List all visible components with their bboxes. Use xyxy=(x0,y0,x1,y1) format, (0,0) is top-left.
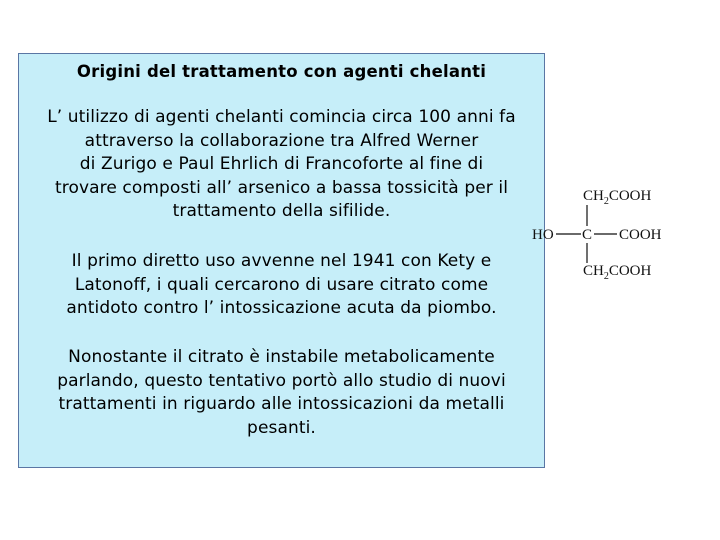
citric-acid-structure xyxy=(528,178,708,288)
text-line: Latonoff, i quali cercarono di usare citrato come xyxy=(74,274,489,295)
text-line: attraverso la collaborazione tra Alfred Werner xyxy=(84,130,479,151)
formula-bottom-group: $CH_2COOH$ xyxy=(583,263,652,282)
text-line: Nonostante il citrato è instabile metabolicamente xyxy=(68,347,495,367)
text-line: pesanti. xyxy=(247,417,316,438)
text-line: antidoto contro l’ intossicazione acuta da piombo. xyxy=(66,298,497,318)
formula-top-group: $CH_2COOH$ xyxy=(583,188,652,207)
text-line: parlando, questo tentativo portò allo studio di nuovi xyxy=(57,370,506,391)
text-line: Il primo diretto uso avvenne nel 1941 con Kety e xyxy=(71,251,492,271)
text-line: L’ utilizzo di agenti chelanti comincia circa 100 anni fa xyxy=(47,107,516,127)
formula-left-group: HO xyxy=(532,227,554,243)
text-line: trovare composti all’ arsenico a bassa tossicità per il xyxy=(54,177,509,198)
text-box xyxy=(18,53,545,468)
text-line: di Zurigo e Paul Ehrlich di Francoforte al fine di xyxy=(79,154,484,174)
paragraph-first-use xyxy=(25,250,538,321)
formula-right-group: COOH xyxy=(619,227,662,243)
slide-title: Origini del trattamento con agenti chelanti xyxy=(76,62,487,81)
paragraph-history xyxy=(25,106,538,224)
formula-center-atom: C xyxy=(582,227,593,243)
text-line: trattamenti in riguardo alle intossicazioni da metalli xyxy=(58,394,505,414)
text-line: trattamento della sifilide. xyxy=(172,201,391,221)
paragraph-outcome xyxy=(25,346,538,440)
